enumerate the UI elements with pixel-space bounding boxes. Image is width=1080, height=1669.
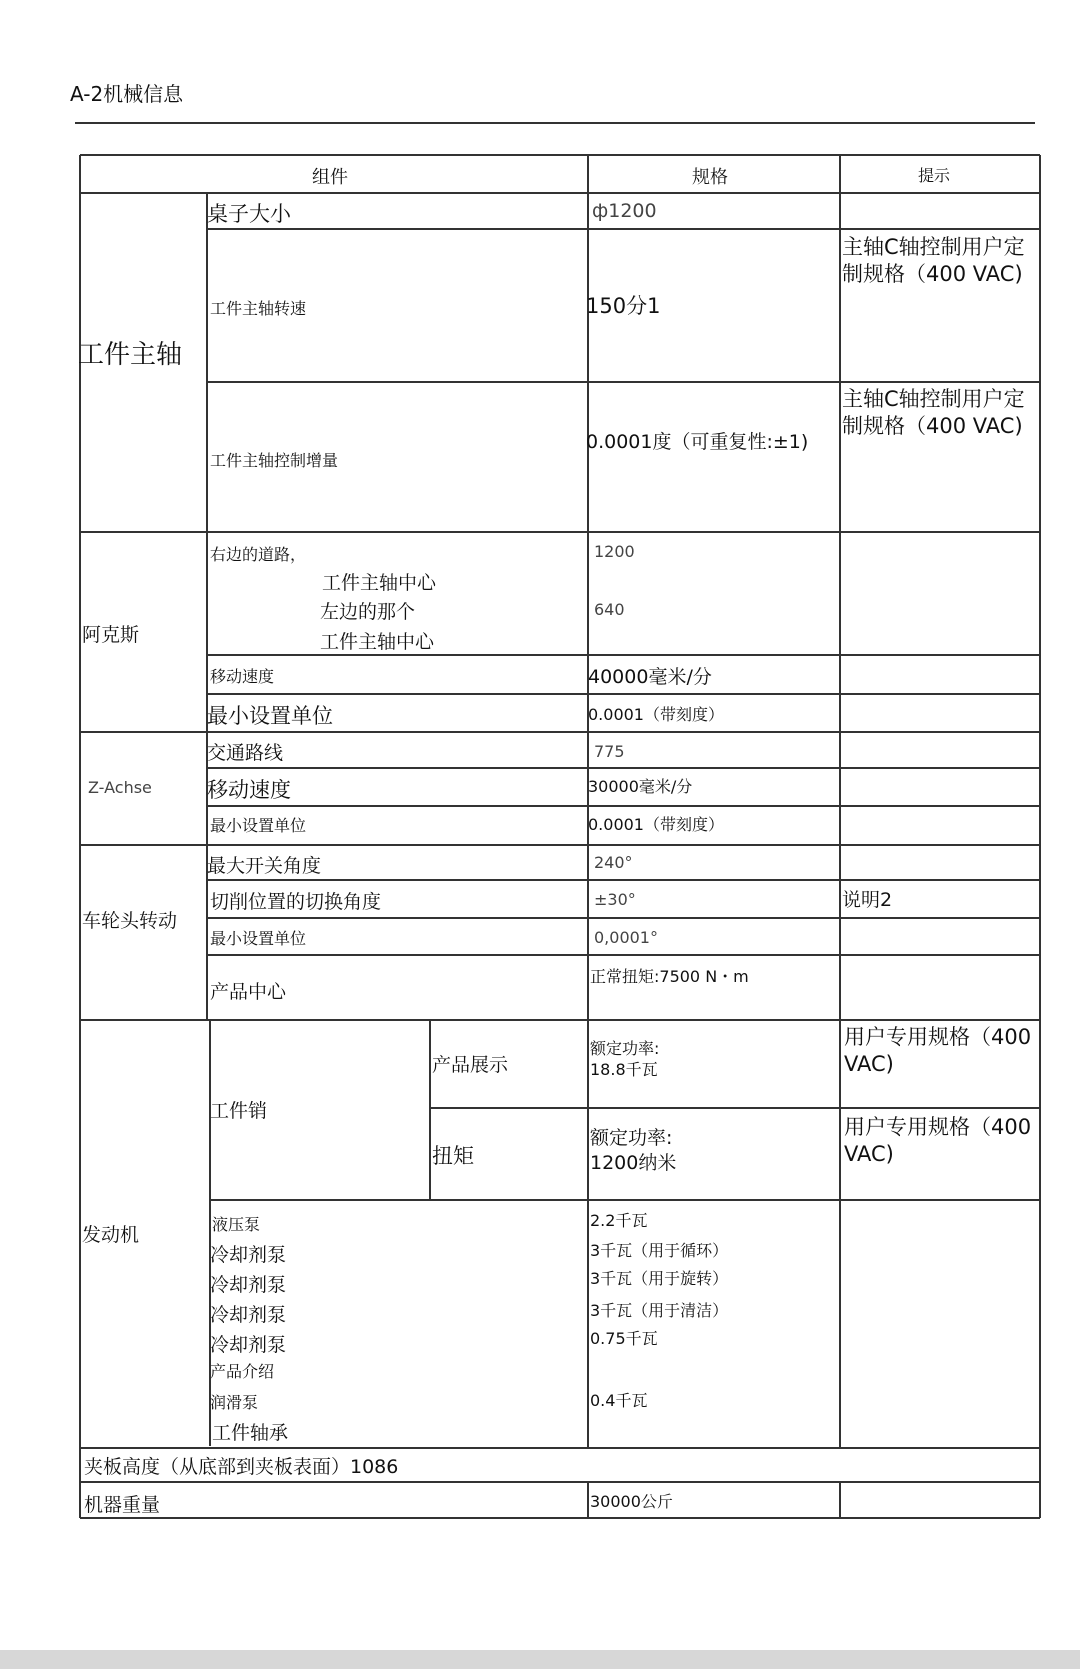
pump-label-1: 液压泵 bbox=[212, 1215, 261, 1234]
x-travel-line-3: 左边的那个 bbox=[320, 601, 416, 623]
header-component: 组件 bbox=[312, 167, 348, 188]
pump-spec-6: 0.4千瓦 bbox=[590, 1391, 648, 1410]
pump-spec-5: 0.75千瓦 bbox=[590, 1329, 658, 1348]
product-center-label: 产品中心 bbox=[210, 981, 287, 1003]
z-travel-spec: 775 bbox=[594, 742, 625, 761]
pump-label-6: 产品介绍 bbox=[210, 1362, 275, 1381]
turret-min-unit-label: 最小设置单位 bbox=[210, 929, 307, 948]
group-z-axis: Z-Achse bbox=[88, 778, 152, 797]
group-x-axis: 阿克斯 bbox=[82, 624, 140, 646]
x-travel-line-1: 右边的道路， bbox=[210, 545, 307, 564]
turret-cut-angle-spec: ±30° bbox=[594, 890, 636, 909]
z-min-unit-spec: 0.0001（带刻度） bbox=[588, 815, 724, 834]
display-note: 用户专用规格（400 VAC) bbox=[844, 1025, 1032, 1076]
machine-weight-spec: 30000公斤 bbox=[590, 1492, 673, 1511]
pump-label-2: 冷却剂泵 bbox=[210, 1244, 287, 1266]
clamp-height: 夹板高度（从底部到夹板表面）1086 bbox=[84, 1456, 399, 1478]
turret-min-unit-spec: 0,0001° bbox=[594, 928, 658, 947]
turret-cut-angle-note: 说明2 bbox=[842, 889, 893, 911]
x-travel-line-2: 工件主轴中心 bbox=[322, 572, 437, 594]
x-travel-left: 640 bbox=[594, 600, 625, 619]
display-label: 产品展示 bbox=[432, 1054, 509, 1076]
control-increment-label: 工件主轴控制增量 bbox=[210, 451, 339, 470]
header-spec: 规格 bbox=[692, 167, 728, 188]
control-increment-note: 主轴C轴控制用户定制规格（400 VAC) bbox=[842, 387, 1025, 438]
pump-spec-1: 2.2千瓦 bbox=[590, 1211, 648, 1230]
z-travel-label: 交通路线 bbox=[207, 742, 284, 764]
x-travel-line-4: 工件主轴中心 bbox=[320, 631, 435, 653]
spindle-speed-note: 主轴C轴控制用户定制规格（400 VAC) bbox=[842, 235, 1025, 286]
table-size-spec: ф1200 bbox=[592, 200, 657, 222]
turret-cut-angle-label: 切削位置的切换角度 bbox=[210, 891, 382, 913]
group-turret: 车轮头转动 bbox=[82, 910, 178, 932]
torque-spec-line-2: 1200纳米 bbox=[590, 1152, 677, 1175]
display-spec-line-1: 额定功率: bbox=[590, 1039, 660, 1058]
x-min-unit-label: 最小设置单位 bbox=[207, 704, 333, 728]
turret-max-angle-spec: 240° bbox=[594, 853, 633, 872]
x-rapid-spec: 40000毫米/分 bbox=[588, 666, 712, 688]
spindle-speed-label: 工件主轴转速 bbox=[210, 299, 307, 318]
header-note: 提示 bbox=[918, 166, 951, 185]
torque-note: 用户专用规格（400 VAC) bbox=[844, 1115, 1032, 1166]
pump-label-7: 润滑泵 bbox=[210, 1393, 259, 1412]
machine-weight-label: 机器重量 bbox=[84, 1494, 161, 1516]
pump-label-4: 冷却剂泵 bbox=[210, 1304, 287, 1326]
pump-label-8: 工件轴承 bbox=[212, 1422, 289, 1444]
pump-spec-4: 3千瓦（用于清洁） bbox=[590, 1301, 729, 1320]
pump-spec-3: 3千瓦（用于旋转） bbox=[590, 1269, 729, 1288]
z-rapid-label: 移动速度 bbox=[207, 778, 291, 802]
display-spec-line-2: 18.8千瓦 bbox=[590, 1060, 658, 1080]
x-rapid-label: 移动速度 bbox=[210, 667, 275, 686]
bottom-edge-strip bbox=[0, 1650, 1080, 1669]
z-rapid-spec: 30000毫米/分 bbox=[588, 777, 693, 796]
x-min-unit-spec: 0.0001（带刻度） bbox=[588, 705, 724, 724]
torque-spec bbox=[590, 1126, 676, 1176]
table-size-label: 桌子大小 bbox=[207, 202, 291, 226]
group-workpiece-spindle: 工件主轴 bbox=[78, 340, 183, 370]
control-increment-spec: 0.0001度（可重复性:±1) bbox=[586, 431, 809, 453]
section-title: A-2机械信息 bbox=[70, 82, 184, 106]
group-motor: 发动机 bbox=[82, 1224, 140, 1246]
display-spec bbox=[590, 1038, 659, 1080]
product-center-spec: 正常扭矩:7500 N・m bbox=[590, 967, 749, 986]
torque-label: 扭矩 bbox=[432, 1144, 474, 1168]
pump-spec-2: 3千瓦（用于循环） bbox=[590, 1241, 729, 1260]
turret-max-angle-label: 最大开关角度 bbox=[207, 855, 322, 877]
pump-label-5: 冷却剂泵 bbox=[210, 1334, 287, 1356]
pump-label-3: 冷却剂泵 bbox=[210, 1274, 287, 1296]
z-min-unit-label: 最小设置单位 bbox=[210, 816, 307, 835]
spindle-speed-spec: 150分1 bbox=[586, 294, 661, 318]
torque-spec-line-1: 额定功率: bbox=[590, 1127, 673, 1149]
workpiece-pin-label: 工件销 bbox=[210, 1100, 268, 1122]
x-travel-right: 1200 bbox=[594, 542, 635, 561]
